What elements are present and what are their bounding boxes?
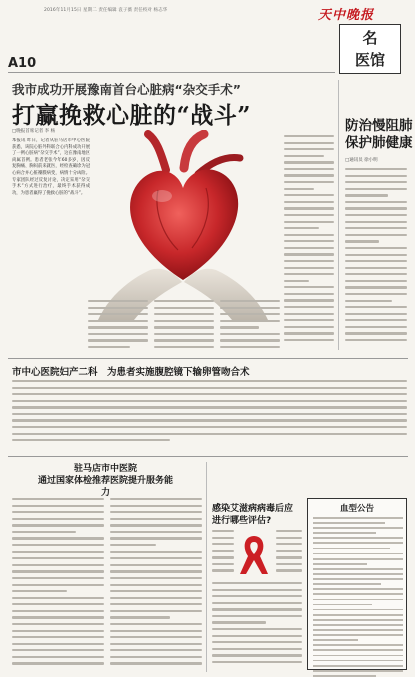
lower-mid-body-top	[212, 530, 234, 580]
article-body-column-a	[88, 300, 148, 352]
lower-left-headline	[38, 463, 173, 499]
article-kicker: 我市成功开展豫南首台心脏病“杂交手术”	[12, 82, 241, 97]
lower-mid-headline-line1: 感染艾滋病病毒后应	[212, 504, 294, 514]
section-label-line2: 医馆	[354, 51, 385, 69]
lower-mid-body	[212, 582, 302, 670]
blood-type-notice-title: 血型公告	[339, 504, 374, 514]
lower-banner-body	[12, 380, 407, 450]
lower-left-body-col1	[12, 498, 104, 670]
lower-left-body-col2	[110, 498, 202, 670]
lower-mid-divider	[206, 462, 207, 672]
lower-divider	[8, 456, 408, 457]
sidebar-title-line2: 保护肺健康	[345, 135, 413, 151]
lower-left-headline-line2: 通过国家体检推荐医院提升服务能力	[38, 476, 174, 498]
blood-type-notice	[307, 498, 407, 670]
article-headline: 打赢挽救心脏的“战斗”	[12, 102, 251, 129]
section-divider	[8, 358, 408, 359]
sidebar-body	[345, 168, 407, 350]
lower-mid-headline	[212, 503, 293, 527]
page-number: A10	[8, 56, 37, 71]
section-label-line1: 名	[362, 29, 378, 47]
article-byline: □晚报首席记者 李 杨	[12, 129, 56, 134]
section-badge	[339, 24, 401, 74]
masthead-info: 2016年11月15日 星期二 责任编辑 袁子薇 责任校对 杨志华	[44, 8, 168, 13]
sidebar-title	[345, 118, 413, 152]
blood-type-notice-list	[313, 517, 403, 677]
lower-mid-body-side	[276, 530, 302, 580]
lower-mid-headline-line2: 进行哪些评估?	[212, 516, 272, 526]
article-body-column-right	[284, 135, 334, 345]
newspaper-logo: 天中晚报	[318, 8, 375, 23]
sidebar-byline: □通讯员 徐小明	[345, 158, 378, 163]
masthead-divider	[8, 72, 335, 73]
red-ribbon-icon	[234, 532, 274, 580]
sidebar-title-line1: 防治慢阻肺	[345, 118, 413, 134]
lower-banner-headline: 市中心医院妇产二科 为患者实施腹腔镜下输卵管吻合术	[12, 367, 250, 378]
article-body-column-c	[220, 300, 280, 352]
lower-left-headline-line1: 驻马店市中医院	[73, 464, 137, 474]
aids-ribbon-icon	[234, 532, 274, 576]
article-body-column-b	[154, 300, 214, 352]
article-lead-text: 本报讯 昨日，记者从驻马店市中心医院获悉，该院心脏外科联合心内科成功开展了一例心脏病“杂交手术”，这在豫南地区尚属首例。患者老张今年60多岁，因反复胸痛、胸闷前来就医，经检查确诊为冠心病合并心脏瓣膜病变，病情十分凶险。专家团队经过反复讨论，决定采用“杂交手术”方式进行治疗，最终手术获得成功，为患者赢得了挽救心脏的“战斗”。	[12, 138, 90, 196]
sidebar-divider	[338, 80, 339, 350]
